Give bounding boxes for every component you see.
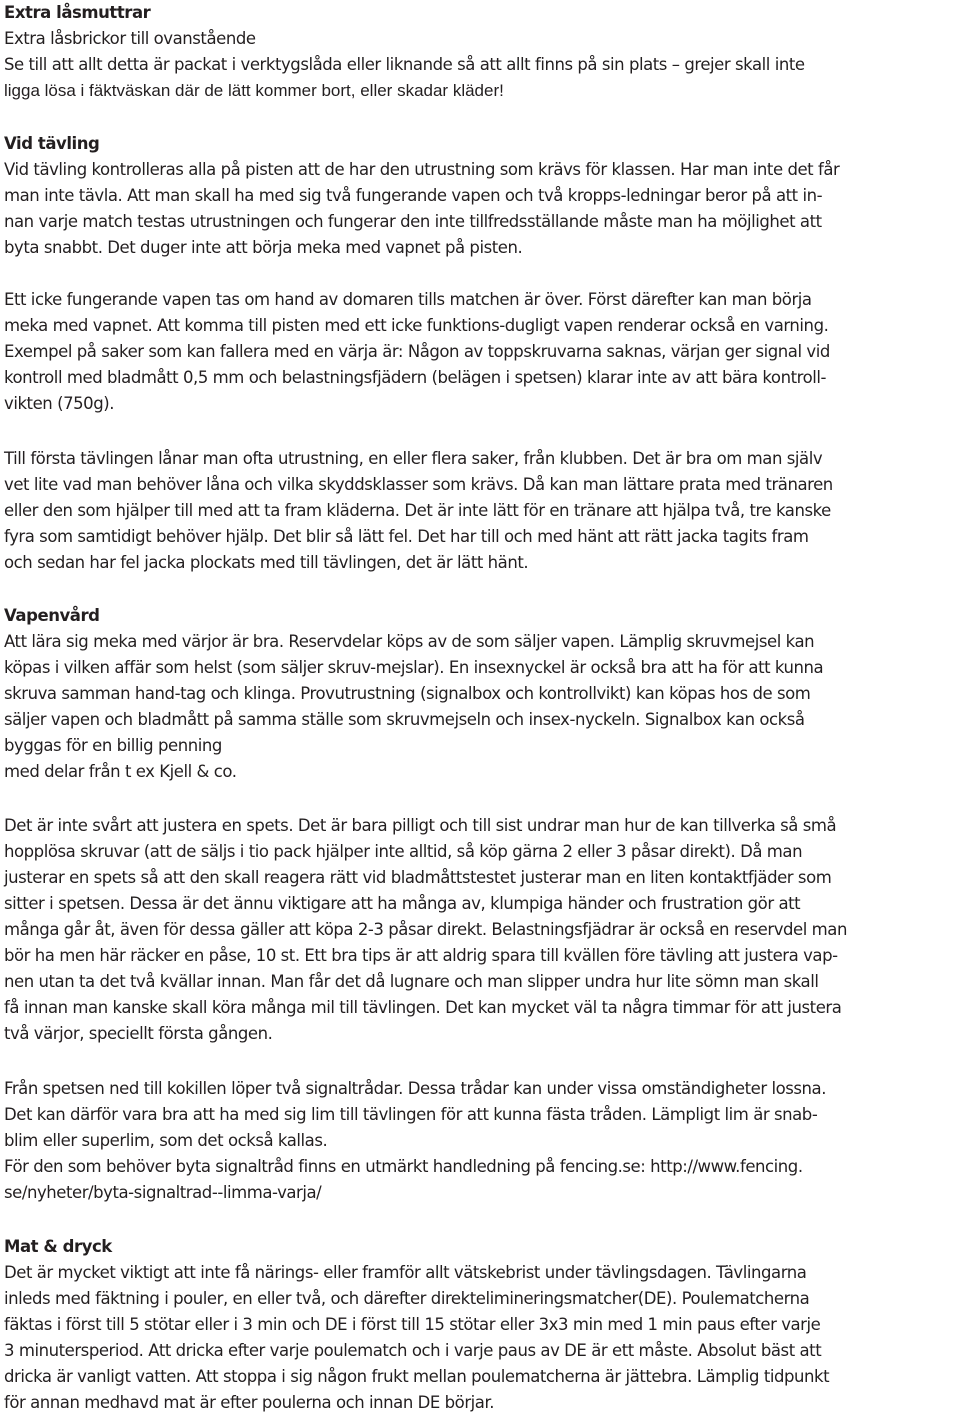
- text-line: byggas för en billig penning: [4, 736, 222, 755]
- section-heading-vapenvard: Vapenvård: [4, 606, 100, 625]
- text-line: Exempel på saker som kan fallera med en värja är: Någon av toppskruvarna saknas, värjan ger signal vid: [4, 342, 830, 361]
- text-line: med delar från t ex Kjell & co.: [4, 762, 237, 781]
- text-line: säljer vapen och bladmått på samma ställe som skruvmejseln och insex-nyckeln. Signalbox kan också: [4, 710, 805, 729]
- text-line: och sedan har fel jacka plockats med till tävlingen, det är lätt hänt.: [4, 553, 529, 572]
- text-line: bör ha men här räcker en påse, 10 st. Ett bra tips är att aldrig spara till kvällen före tävling att justera vap-: [4, 946, 838, 965]
- text-line: hopplösa skruvar (att de säljs i tio pack hjälper inte alltid, så köp gärna 2 eller 3 påsar direkt). Då man: [4, 842, 803, 861]
- text-line: Extra låsbrickor till ovanstående: [4, 29, 256, 48]
- text-line: skruva samman hand-tag och klinga. Provutrustning (signalbox och kontrollvikt) kan köpas hos de som: [4, 684, 811, 703]
- text-line: få innan man kanske skall köra många mil till tävlingen. Det kan mycket väl ta några timmar för att justera: [4, 998, 842, 1017]
- text-line: Det är inte svårt att justera en spets. Det är bara pilligt och till sist undrar man hur de kan tillverka så små: [4, 816, 837, 835]
- text-line: man inte tävla. Att man skall ha med sig två fungerande vapen och två kropps-ledningar beror på att in-: [4, 186, 823, 205]
- text-line: kontroll med bladmått 0,5 mm och belastningsfjädern (belägen i spetsen) klarar inte av att bära kontroll-: [4, 368, 826, 387]
- text-line: justerar en spets så att den skall reagera rätt vid bladmåttstestet justerar man en liten kontaktfjäder som: [4, 868, 832, 887]
- section-heading-extra-lasmuttrar: Extra låsmuttrar: [4, 3, 151, 22]
- section-heading-mat-och-dryck: Mat & dryck: [4, 1237, 112, 1256]
- text-line: två värjor, speciellt första gången.: [4, 1024, 273, 1043]
- text-line: dricka är vanligt vatten. Att stoppa i sig någon frukt mellan poulematcherna är jättebra. Lämplig tidpunkt: [4, 1367, 830, 1386]
- text-line: Det kan därför vara bra att ha med sig lim till tävlingen för att kunna fästa tråden. Lämpligt lim är snab-: [4, 1105, 818, 1124]
- text-line: För den som behöver byta signaltråd finns en utmärkt handledning på fencing.se: http://www.fencing.: [4, 1157, 803, 1176]
- section-heading-vid-tavling: Vid tävling: [4, 134, 100, 153]
- text-line: vet lite vad man behöver låna och vilka skyddsklasser som krävs. Då kan man lättare prata med tränaren: [4, 475, 833, 494]
- text-line: Till första tävlingen lånar man ofta utrustning, en eller flera saker, från klubben. Det är bra om man själv: [4, 449, 823, 468]
- text-line: ligga lösa i fäktväskan där de lätt kommer bort, eller skadar kläder!: [4, 81, 504, 100]
- text-line: vikten (750g).: [4, 394, 115, 413]
- text-line: inleds med fäktning i pouler, en eller två, och därefter direktelimineringsmatcher(DE). Poulematcherna: [4, 1289, 810, 1308]
- text-line: köpas i vilken affär som helst (som säljer skruv-mejslar). En insexnyckel är också bra att ha för att kunna: [4, 658, 824, 677]
- text-line: nan varje match testas utrustningen och fungerar den inte tillfredsställande måste man ha möjlighet att: [4, 212, 822, 231]
- text-line: Från spetsen ned till kokillen löper två signaltrådar. Dessa trådar kan under vissa omständigheter lossna.: [4, 1079, 826, 1098]
- text-line: eller den som hjälper till med att ta fram kläderna. Det är inte lätt för en tränare att hjälpa två, tre kanske: [4, 501, 831, 520]
- text-line: nen utan ta det två kvällar innan. Man får det då lugnare och man slipper undra hur lite sömn man skall: [4, 972, 819, 991]
- text-line: byta snabbt. Det duger inte att börja meka med vapnet på pisten.: [4, 238, 523, 257]
- text-line: Att lära sig meka med värjor är bra. Reservdelar köps av de som säljer vapen. Lämplig skruvmejsel kan: [4, 632, 815, 651]
- text-line: Det är mycket viktigt att inte få närings- eller framför allt vätskebrist under tävlingsdagen. Tävlingarna: [4, 1263, 807, 1282]
- text-line: Vid tävling kontrolleras alla på pisten att de har den utrustning som krävs för klassen. Har man inte det får: [4, 160, 840, 179]
- text-line: Ett icke fungerande vapen tas om hand av domaren tills matchen är över. Först därefter kan man börja: [4, 290, 812, 309]
- url-line: se/nyheter/byta-signaltrad--limma-varja/: [4, 1183, 322, 1202]
- text-line: sitter i spetsen. Dessa är det ännu viktigare att ha många av, klumpiga händer och frustration gör att: [4, 894, 801, 913]
- text-line: många går åt, även för dessa gäller att köpa 2-3 påsar direkt. Belastningsfjädrar är också en reservdel man: [4, 920, 847, 939]
- text-line: blim eller superlim, som det också kallas.: [4, 1131, 328, 1150]
- text-line: 3 minutersperiod. Att dricka efter varje poulematch och i varje paus av DE är ett måste. Absolut bäst att: [4, 1341, 822, 1360]
- text-line: Se till att allt detta är packat i verktygslåda eller liknande så att allt finns på sin plats – grejer skall inte: [4, 55, 805, 74]
- text-line: fyra som samtidigt behöver hjälp. Det blir så lätt fel. Det har till och med hänt att rätt jacka tagits fram: [4, 527, 809, 546]
- text-line: fäktas i först till 5 stötar eller i 3 min och DE i först till 15 stötar eller 3x3 min med 1 min paus efter varje: [4, 1315, 821, 1334]
- text-line: meka med vapnet. Att komma till pisten med ett icke funktions-dugligt vapen renderar också en varning.: [4, 316, 829, 335]
- text-line: för annan medhavd mat är efter poulerna och innan DE börjar.: [4, 1393, 495, 1412]
